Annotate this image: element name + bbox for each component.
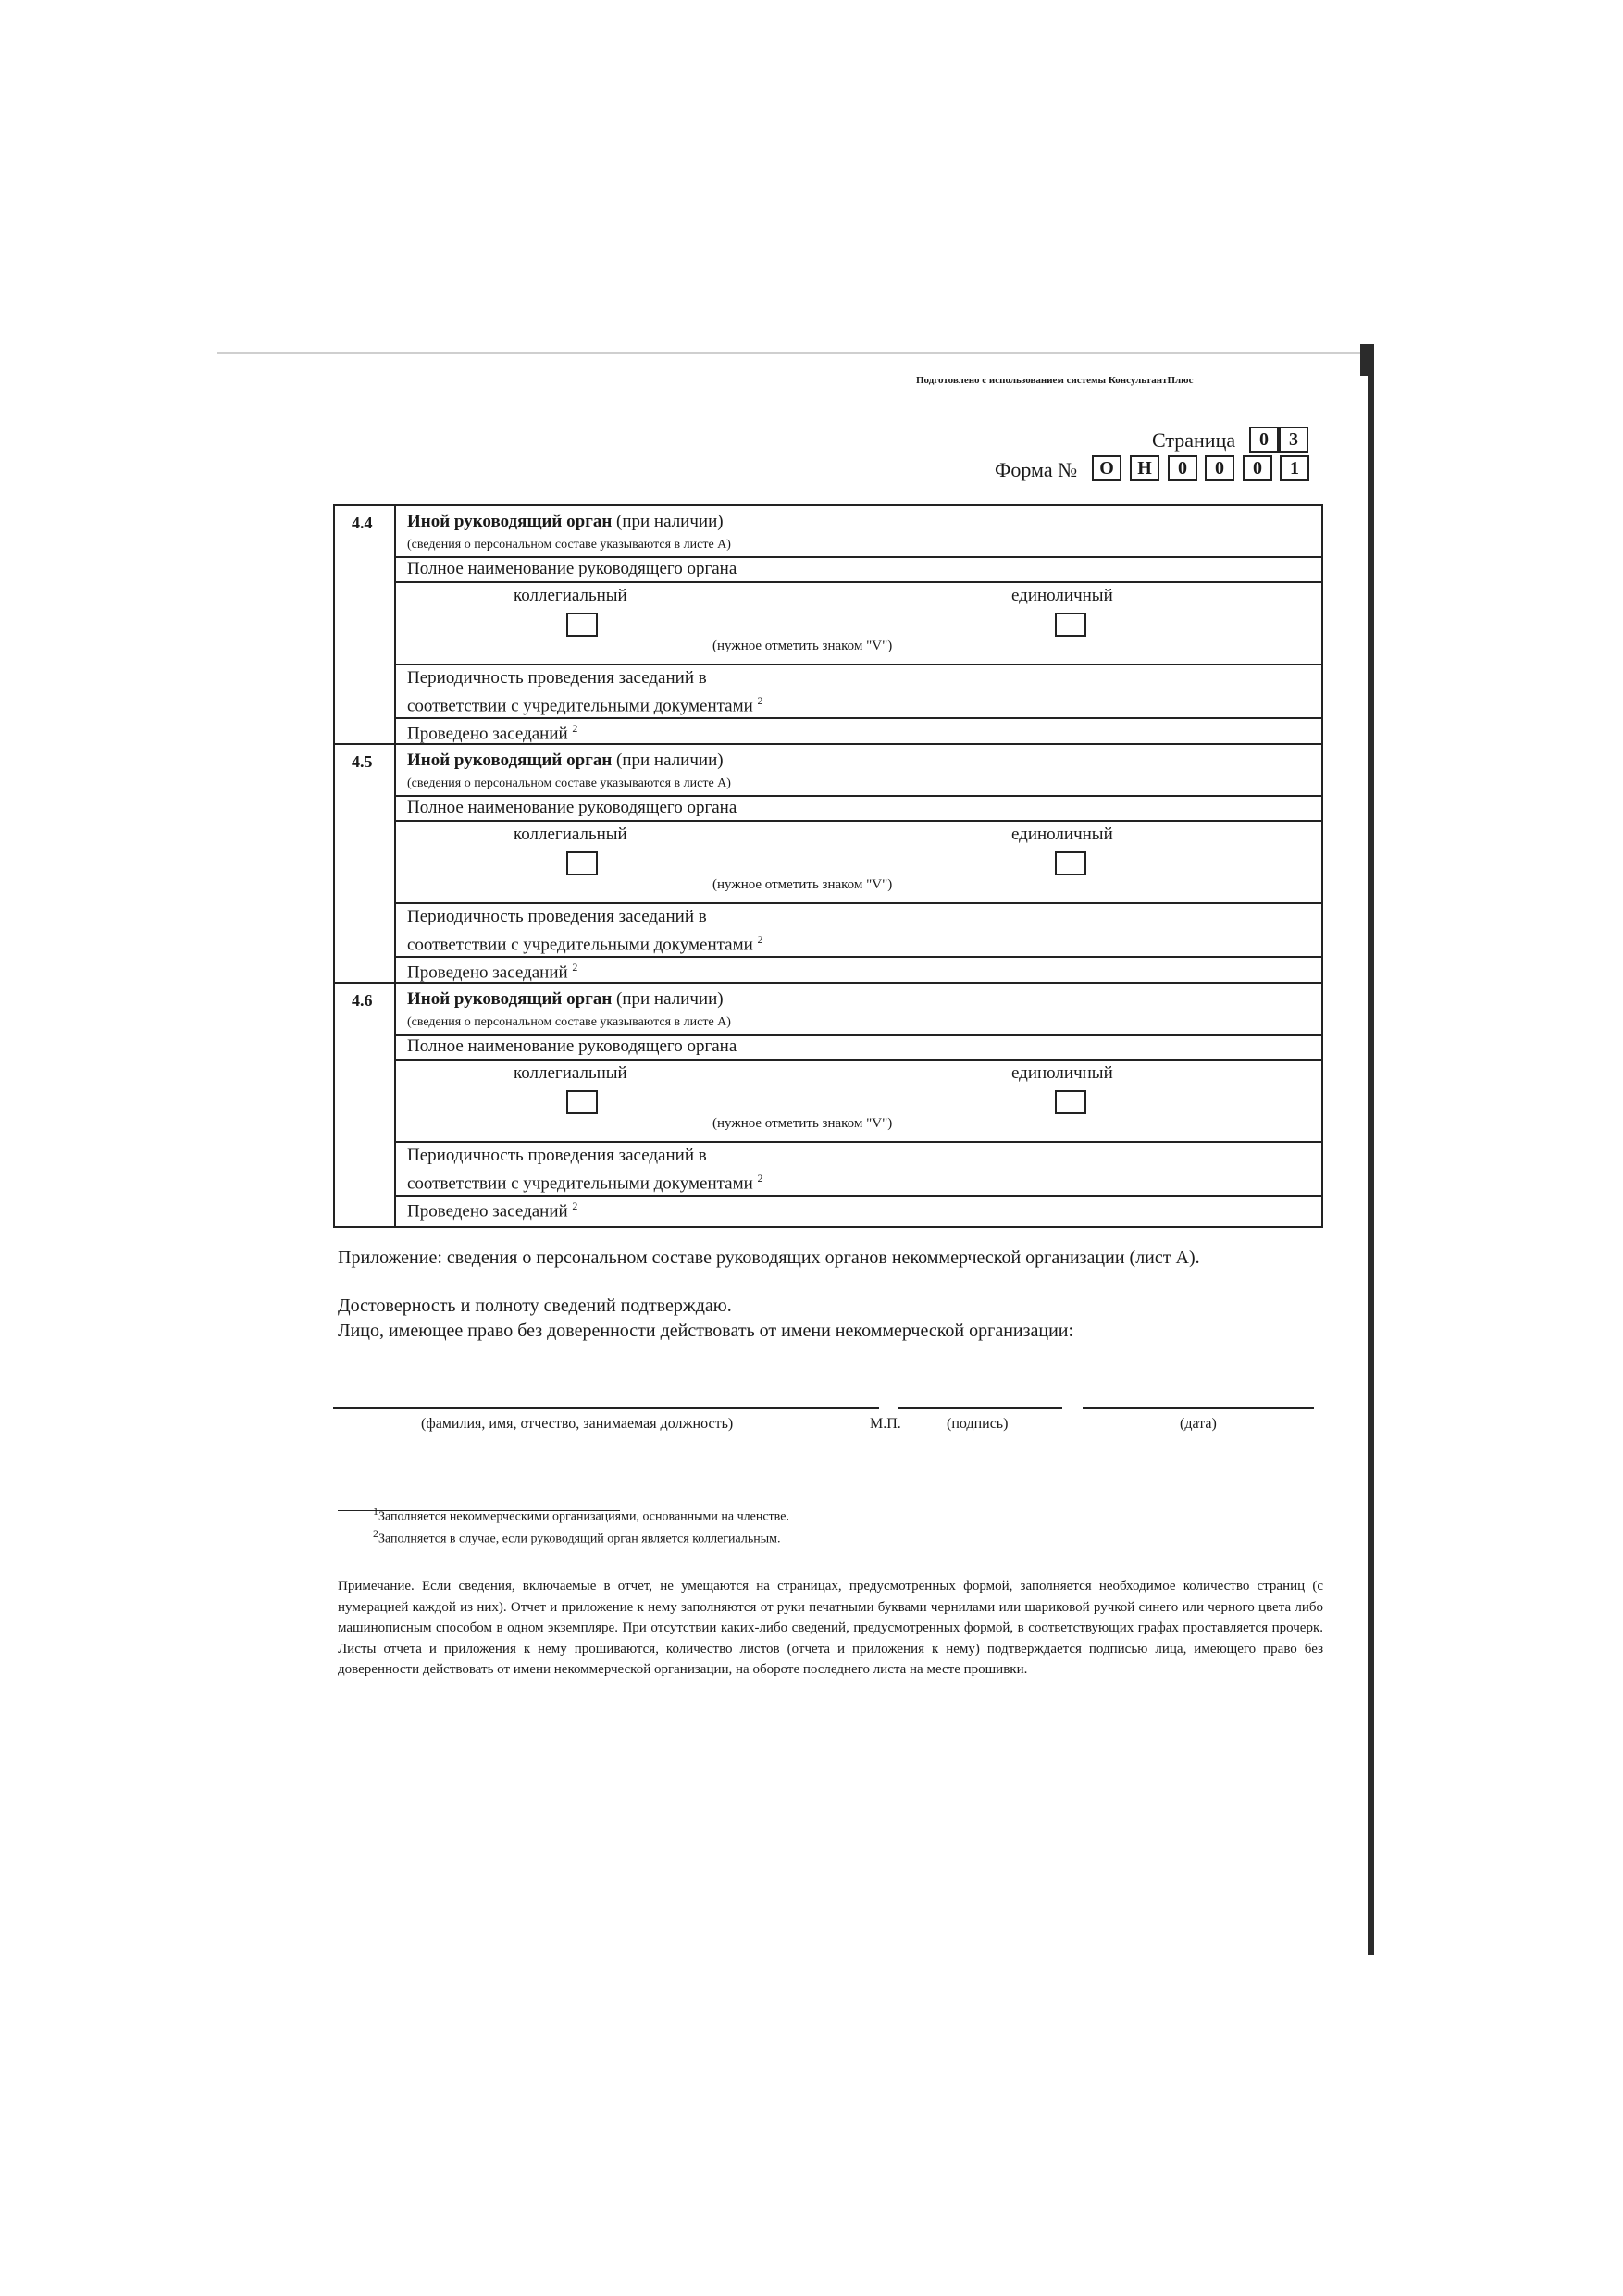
form-code-char: 1 bbox=[1280, 455, 1309, 481]
section-rule bbox=[333, 982, 1323, 984]
authorized-person-text: Лицо, имеющее право без доверенности действовать от имени некоммерческой организации: bbox=[338, 1321, 1074, 1341]
signature-caption: (подпись) bbox=[947, 1416, 1009, 1432]
date-caption: (дата) bbox=[1180, 1416, 1217, 1432]
full-name-label: Полное наименование руководящего органа bbox=[407, 1036, 737, 1056]
section-number: 4.5 bbox=[352, 752, 373, 771]
section-title: Иной руководящий орган (при наличии) bbox=[407, 512, 724, 531]
periodicity-label: Периодичность проведения заседаний в bbox=[407, 668, 707, 688]
periodicity-label-cont: соответствии с учредительными документами $^2$ bbox=[407, 694, 763, 716]
name-signature-line bbox=[333, 1407, 879, 1409]
collegial-label: коллегиальный bbox=[514, 1063, 627, 1083]
header-note: Подготовлено с использованием системы КонсультантПлюс bbox=[916, 375, 1194, 386]
section-title: Иной руководящий орган (при наличии) bbox=[407, 989, 724, 1009]
full-name-label: Полное наименование руководящего органа bbox=[407, 798, 737, 817]
mark-hint: (нужное отметить знаком "V") bbox=[712, 877, 893, 892]
collegial-label: коллегиальный bbox=[514, 825, 627, 844]
row-rule bbox=[394, 556, 1323, 558]
full-name-label: Полное наименование руководящего органа bbox=[407, 559, 737, 578]
row-rule bbox=[394, 902, 1323, 904]
stamp-caption: М.П. bbox=[870, 1416, 901, 1432]
meetings-label: Проведено заседаний $^2$ bbox=[407, 722, 578, 744]
sole-label: единоличный bbox=[1011, 1063, 1113, 1083]
periodicity-label-cont: соответствии с учредительными документами $^2$ bbox=[407, 933, 763, 955]
section-number: 4.6 bbox=[352, 991, 373, 1010]
collegial-checkbox[interactable] bbox=[566, 1090, 598, 1114]
footnote: $^2$Заполняется в случае, если руководящий орган является коллегиальным. bbox=[373, 1527, 781, 1546]
form-label: Форма № bbox=[995, 458, 1078, 481]
row-rule bbox=[394, 820, 1323, 822]
section-subtitle: (сведения о персональном составе указываются в листе А) bbox=[407, 538, 731, 552]
form-code-char: 0 bbox=[1168, 455, 1197, 481]
sole-checkbox[interactable] bbox=[1055, 851, 1086, 875]
row-rule bbox=[394, 795, 1323, 797]
section-title: Иной руководящий орган (при наличии) bbox=[407, 751, 724, 770]
section-number: 4.4 bbox=[352, 514, 373, 532]
row-rule bbox=[394, 664, 1323, 665]
row-rule bbox=[394, 1034, 1323, 1036]
row-rule bbox=[394, 581, 1323, 583]
periodicity-label: Периодичность проведения заседаний в bbox=[407, 1146, 707, 1165]
scan-right-edge bbox=[1368, 344, 1374, 1955]
name-caption: (фамилия, имя, отчество, занимаемая должность) bbox=[421, 1416, 734, 1432]
row-rule bbox=[394, 717, 1323, 719]
meetings-label: Проведено заседаний $^2$ bbox=[407, 961, 578, 983]
form-code-char: 0 bbox=[1205, 455, 1234, 481]
mark-hint: (нужное отметить знаком "V") bbox=[712, 1116, 893, 1131]
row-rule bbox=[394, 1195, 1323, 1197]
scan-top-edge bbox=[217, 352, 1365, 354]
appendix-text: Приложение: сведения о персональном составе руководящих органов некоммерческой организации (лист А). bbox=[338, 1247, 1200, 1268]
footnote: $^1$Заполняется некоммерческими организациями, основанными на членстве. bbox=[373, 1505, 789, 1524]
form-code-char: 0 bbox=[1243, 455, 1272, 481]
periodicity-label: Периодичность проведения заседаний в bbox=[407, 907, 707, 926]
sole-label: единоличный bbox=[1011, 825, 1113, 844]
collegial-checkbox[interactable] bbox=[566, 613, 598, 637]
sole-checkbox[interactable] bbox=[1055, 1090, 1086, 1114]
form-code-char: О bbox=[1092, 455, 1121, 481]
section-subtitle: (сведения о персональном составе указываются в листе А) bbox=[407, 776, 731, 790]
note-paragraph: Примечание. Если сведения, включаемые в отчет, не умещаются на страницах, предусмотренных формой, заполняется необходимое количество страниц (с нумерацией каждой из них). Отчет и приложение к нему заполняются от руки печатными буквами чернилами или шариковой ручкой синего или черного цвета либо машинописным способом в одном экземпляре. При отсутствии каких-либо сведений, предусмотренных формой, в соответствующих графах проставляется прочерк. Листы отчета и приложения к нему прошиваются, количество листов (отчета и приложения к нему) подтверждается подписью лица, имеющего право без доверенности действовать от имени некоммерческой организации, на обороте последнего листа на месте прошивки. bbox=[338, 1579, 1323, 1677]
periodicity-label-cont: соответствии с учредительными документами $^2$ bbox=[407, 1172, 763, 1194]
collegial-checkbox[interactable] bbox=[566, 851, 598, 875]
mark-hint: (нужное отметить знаком "V") bbox=[712, 639, 893, 653]
signature-line bbox=[898, 1407, 1062, 1409]
row-rule bbox=[394, 1059, 1323, 1061]
page-label: Страница bbox=[1152, 428, 1236, 452]
confirm-text: Достоверность и полноту сведений подтверждаю. bbox=[338, 1296, 732, 1316]
table-number-column-rule bbox=[394, 504, 396, 1228]
date-line bbox=[1083, 1407, 1314, 1409]
sole-checkbox[interactable] bbox=[1055, 613, 1086, 637]
section-subtitle: (сведения о персональном составе указываются в листе А) bbox=[407, 1015, 731, 1029]
form-code-char: Н bbox=[1130, 455, 1159, 481]
sole-label: единоличный bbox=[1011, 586, 1113, 605]
page-digit: 3 bbox=[1279, 427, 1308, 453]
row-rule bbox=[394, 956, 1323, 958]
page-digit: 0 bbox=[1249, 427, 1279, 453]
section-rule bbox=[333, 743, 1323, 745]
row-rule bbox=[394, 1141, 1323, 1143]
collegial-label: коллегиальный bbox=[514, 586, 627, 605]
meetings-label: Проведено заседаний $^2$ bbox=[407, 1199, 578, 1222]
